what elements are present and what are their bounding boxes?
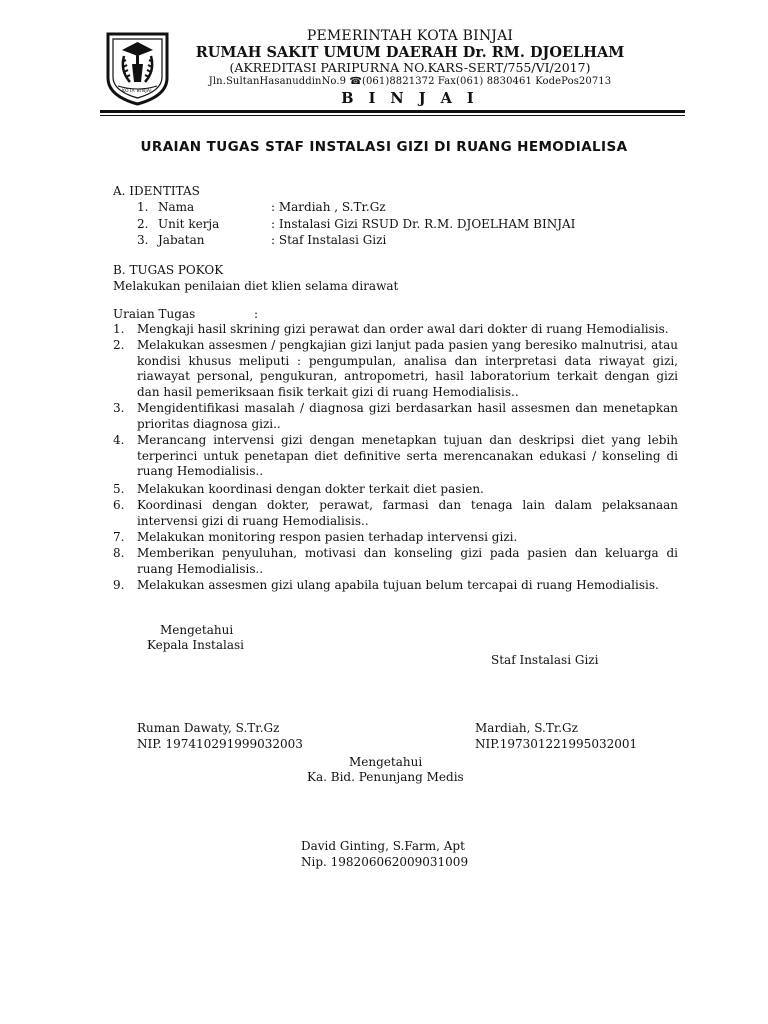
list-item-number: 1. <box>113 322 125 336</box>
list-item-number: 7. <box>113 530 125 544</box>
center-acknowledge-label: Mengetahui <box>349 755 423 769</box>
right-signer-nip: NIP.197301221995032001 <box>475 737 638 751</box>
identitas-row-no: 1. <box>137 200 149 214</box>
document-title: URAIAN TUGAS STAF INSTALASI GIZI DI RUANG HEMODIALISA <box>140 139 628 155</box>
left-signer-role: Kepala Instalasi <box>147 638 244 652</box>
left-signer-nip: NIP. 197410291999032003 <box>137 737 303 751</box>
header-address: Jln.SultanHasanuddinNo.9 ☎(061)8821372 Fax(061) 8830461 KodePos20713 <box>208 76 612 87</box>
section-identitas-heading: A. IDENTITAS <box>113 184 200 198</box>
header-divider-thin <box>100 115 685 116</box>
tugas-pokok-text: Melakukan penilaian diet klien selama dirawat <box>113 279 399 293</box>
list-item-text: Melakukan assesmen gizi ulang apabila tujuan belum tercapai di ruang Hemodialisis. <box>137 578 659 592</box>
uraian-heading: Uraian Tugas <box>113 307 196 321</box>
left-signer-name: Ruman Dawaty, S.Tr.Gz <box>137 721 280 735</box>
list-item-number: 8. <box>113 546 125 560</box>
list-item-number: 3. <box>113 401 125 415</box>
identitas-row-label: Unit kerja <box>158 217 220 231</box>
header-accreditation: (AKREDITASI PARIPURNA NO.KARS-SERT/755/VI/2017) <box>229 60 591 75</box>
list-item-number: 2. <box>113 338 125 352</box>
logo-caption: KOTA BINJAI <box>122 89 152 94</box>
list-item-number: 5. <box>113 482 125 496</box>
identitas-row-label: Nama <box>158 200 195 214</box>
header-government: PEMERINTAH KOTA BINJAI <box>306 28 514 44</box>
identitas-row-value: : Staf Instalasi Gizi <box>271 233 387 247</box>
list-item-number: 9. <box>113 578 125 592</box>
center-signer-nip: Nip. 198206062009031009 <box>301 855 469 869</box>
list-item-text: Mengkaji hasil skrining gizi perawat dan order awal dari dokter di ruang Hemodialisis. <box>137 322 669 336</box>
uraian-colon: : <box>254 307 259 321</box>
list-item-text: Melakukan monitoring respon pasien terhadap intervensi gizi. <box>137 530 518 544</box>
identitas-row-label: Jabatan <box>158 233 205 247</box>
identitas-row-no: 3. <box>137 233 149 247</box>
right-signer-role: Staf Instalasi Gizi <box>491 653 599 667</box>
identitas-row-no: 2. <box>137 217 149 231</box>
identitas-row-value: : Instalasi Gizi RSUD Dr. R.M. DJOELHAM BINJAI <box>271 217 576 231</box>
list-item-number: 6. <box>113 498 125 512</box>
list-item-text: Merancang intervensi gizi dengan menetapkan tujuan dan deskripsi diet yang lebih terperinci untuk penetapan diet definitive serta merencanakan edukasi / konseling di ruang Hemodialisis.. <box>137 433 678 478</box>
header-city: B I N J A I <box>341 90 479 107</box>
left-acknowledge-label: Mengetahui <box>160 623 234 637</box>
header-hospital-name: RUMAH SAKIT UMUM DAERAH Dr. RM. DJOELHAM <box>195 44 625 61</box>
header-divider-thick <box>100 110 685 113</box>
center-signer-name: David Ginting, S.Farm, Apt <box>301 839 465 853</box>
center-signer-role: Ka. Bid. Penunjang Medis <box>307 770 464 784</box>
section-tugas-pokok-heading: B. TUGAS POKOK <box>113 263 224 277</box>
list-item-text: Memberikan penyuluhan, motivasi dan konseling gizi pada pasien dan keluarga di ruang Hemodialisis.. <box>137 546 678 576</box>
list-item-text: Melakukan koordinasi dengan dokter terkait diet pasien. <box>137 482 484 496</box>
list-item-number: 4. <box>113 433 125 447</box>
list-item-text: Koordinasi dengan dokter, perawat, farmasi dan tenaga lain dalam pelaksanaan intervensi gizi di ruang Hemodialisis.. <box>137 498 678 528</box>
right-signer-name: Mardiah, S.Tr.Gz <box>475 721 578 735</box>
list-item-text: Melakukan assesmen / pengkajian gizi lanjut pada pasien yang beresiko malnutrisi, atau kondisi khusus meliputi : pengumpulan, analisa dan interpretasi data riwayat gizi, riawayat personal, pengukuran, antropometri, hasil laboratorium terkait dengan gizi dan hasil pemeriksaan fisik terkait gizi di ruang Hemodialisis.. <box>137 338 678 399</box>
identitas-row-value: : Mardiah , S.Tr.Gz <box>271 200 386 214</box>
list-item-text: Mengidentifikasi masalah / diagnosa gizi berdasarkan hasil assesmen dan menetapkan prioritas diagnosa gizi.. <box>137 401 678 431</box>
